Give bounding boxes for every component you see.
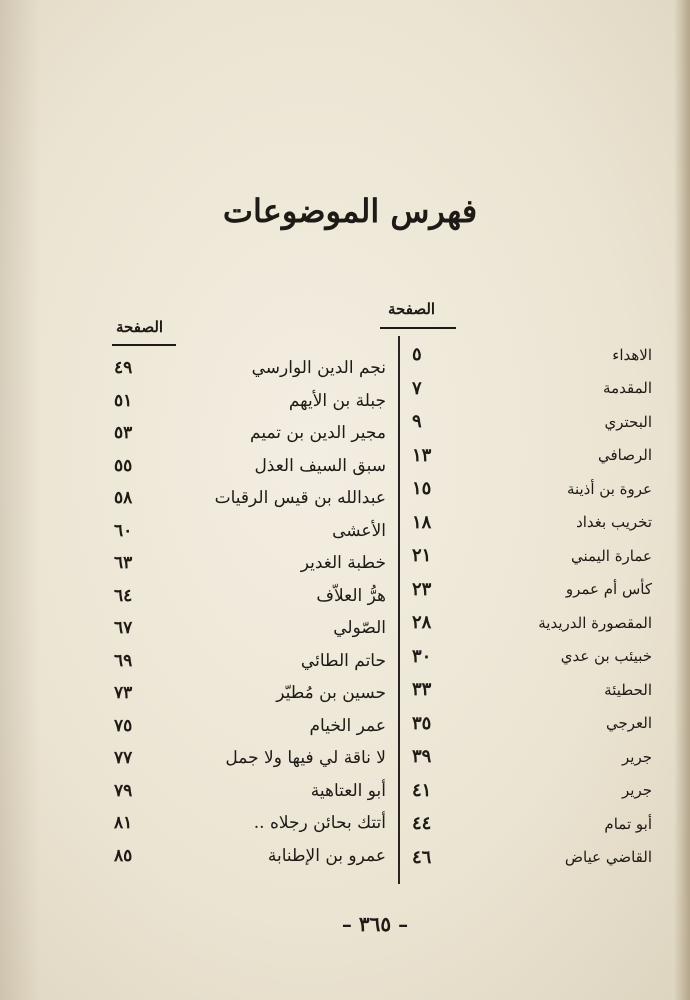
toc-entry-title: الاهداء (612, 345, 652, 364)
left-toc-column (100, 352, 390, 872)
toc-row (100, 385, 390, 418)
toc-page-number: ٦٠ (114, 520, 133, 541)
toc-page-number: ٦٧ (114, 618, 133, 639)
toc-page-number: ٣٠ (412, 645, 432, 667)
toc-entry-title: نجم الدين الوارسي (251, 358, 386, 379)
toc-entry-title: الصّولي (333, 618, 386, 639)
toc-entry-title: عمارة اليمني (570, 546, 652, 565)
toc-page-number: ٢١ (412, 545, 432, 567)
toc-entry-title: جبلة بن الأيهم (288, 390, 386, 411)
toc-entry-title: المقصورة الدريدية (538, 613, 652, 632)
toc-page-number: ٥١ (114, 390, 133, 411)
toc-page-number: ٣٥ (412, 712, 432, 734)
left-header-underline (112, 344, 176, 346)
toc-entry-title: الأعشى (332, 520, 386, 541)
toc-entry-title: البحتري (604, 412, 652, 431)
toc-row (100, 710, 390, 743)
toc-entry-title: العرجي (605, 714, 652, 733)
toc-entry-title: أتتك بحائن رجلاه .. (253, 813, 386, 834)
toc-page-number: ٧ (412, 377, 422, 399)
toc-row (100, 417, 390, 450)
toc-entry-title: عمرو بن الإطنابة (267, 845, 386, 866)
toc-page-number: ٣٩ (412, 746, 432, 768)
toc-row (100, 677, 390, 710)
toc-row (100, 840, 390, 873)
page-title: فهرس الموضوعات (222, 192, 478, 230)
toc-entry-title: جرير (622, 781, 652, 800)
toc-entry-title: لا ناقة لي فيها ولا جمل (225, 748, 386, 769)
toc-page-number: ٢٨ (412, 612, 432, 634)
toc-page-number: ٢٣ (412, 578, 432, 600)
toc-page-number: ٣٣ (412, 679, 432, 701)
page-shadow (0, 0, 40, 1000)
toc-row (400, 774, 660, 808)
toc-row (400, 506, 660, 540)
toc-page-number: ٥٣ (114, 423, 133, 444)
middle-header-underline (380, 327, 456, 329)
toc-entry-title: مجير الدين بن تميم (250, 423, 386, 444)
toc-entry-title: حاتم الطائي (300, 650, 386, 671)
toc-row (100, 547, 390, 580)
toc-row (400, 673, 660, 707)
toc-row (400, 573, 660, 607)
toc-entry-title: جرير (622, 747, 652, 766)
toc-entry-title: حسين بن مُطيّر (276, 683, 386, 704)
toc-page-number: ٧٣ (114, 683, 133, 704)
toc-page-number: ١٣ (412, 444, 432, 466)
toc-row (100, 352, 390, 385)
toc-row (400, 707, 660, 741)
book-spine (674, 0, 690, 1000)
toc-entry-title: المقدمة (603, 379, 652, 398)
toc-row (400, 539, 660, 573)
toc-page-number: ٦٤ (114, 585, 133, 606)
toc-entry-title: أبو العتاهية (310, 780, 386, 801)
toc-entry-title: عروة بن أذينة (566, 479, 652, 498)
toc-row (100, 515, 390, 548)
toc-page-number: ٥ (412, 344, 422, 366)
toc-entry-title: خطبة الغدير (300, 553, 386, 574)
toc-row (100, 775, 390, 808)
toc-row (100, 450, 390, 483)
toc-row (100, 612, 390, 645)
toc-entry-title: القاضي عياض (564, 848, 652, 867)
toc-row (400, 807, 660, 841)
toc-page-number: ٩ (412, 411, 422, 433)
toc-page-number: ٥٥ (114, 455, 133, 476)
toc-row (400, 472, 660, 506)
toc-entry-title: كأس أم عمرو (565, 580, 652, 599)
toc-entry-title: خبيئب بن عدي (560, 647, 652, 666)
toc-page-number: ٨٥ (114, 845, 133, 866)
toc-page-number: ٦٣ (114, 553, 133, 574)
toc-entry-title: أبو تمام (604, 814, 652, 833)
toc-entry-title: عبدالله بن قيس الرقيات (214, 488, 386, 509)
page-number-footer: – ٣٦٥ – (341, 912, 409, 936)
toc-page-number: ٤٤ (412, 813, 432, 835)
right-toc-column (400, 338, 660, 874)
toc-row (400, 338, 660, 372)
toc-page-number: ٤٩ (114, 358, 133, 379)
toc-page-number: ٧٥ (114, 715, 133, 736)
toc-row (100, 580, 390, 613)
toc-entry-title: هرُّ العلاّف (316, 585, 386, 606)
toc-row (400, 640, 660, 674)
toc-entry-title: الرصافي (598, 446, 652, 465)
toc-row (400, 606, 660, 640)
toc-page-number: ٦٩ (114, 650, 133, 671)
toc-row (100, 807, 390, 840)
left-page-column-header: الصفحة (116, 318, 164, 336)
toc-row (100, 482, 390, 515)
toc-row (400, 439, 660, 473)
toc-entry-title: تخريب بغداد (576, 513, 652, 532)
toc-row (400, 841, 660, 875)
toc-page-number: ١٥ (412, 478, 432, 500)
toc-page-number: ٨١ (114, 813, 133, 834)
toc-entry-title: عمر الخيام (309, 715, 386, 736)
toc-page-number: ٥٨ (114, 488, 133, 509)
toc-page-number: ٧٩ (114, 780, 133, 801)
toc-row (100, 742, 390, 775)
toc-row (400, 740, 660, 774)
toc-row (400, 405, 660, 439)
toc-page-number: ١٨ (412, 511, 432, 533)
middle-page-column-header: الصفحة (388, 300, 436, 318)
toc-page-number: ٤٦ (412, 846, 432, 868)
toc-row (400, 372, 660, 406)
toc-page-number: ٧٧ (114, 748, 133, 769)
toc-row (100, 645, 390, 678)
toc-page-number: ٤١ (412, 779, 432, 801)
toc-entry-title: الحطيئة (604, 680, 652, 699)
toc-entry-title: سبق السيف العذل (254, 455, 386, 476)
